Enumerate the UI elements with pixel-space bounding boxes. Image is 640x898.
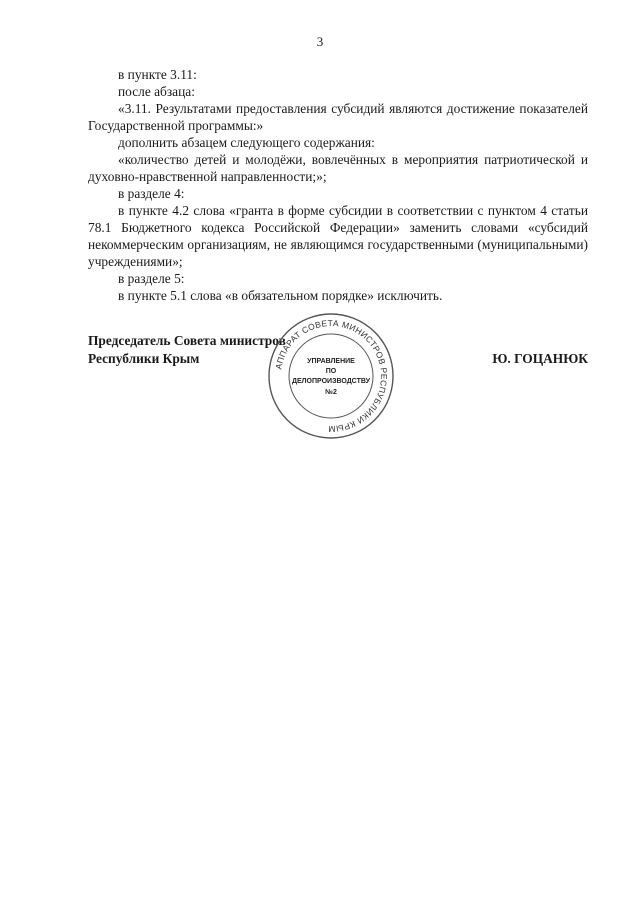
- signatory-title-line1: Председатель Совета министров: [88, 333, 286, 348]
- signatory-name: Ю. ГОЦАНЮК: [492, 351, 588, 366]
- stamp-center-line3: ДЕЛОПРОИЗВОДСТВУ: [291, 378, 371, 385]
- stamp-center-line1: УПРАВЛЕНИЕ: [307, 358, 355, 365]
- paragraph-3: «3.11. Результатами предоставления субсидий являются достижение показателей Государственной программы:»: [88, 101, 588, 133]
- paragraph-7: в пункте 4.2 слова «гранта в форме субсидии в соответствии с пунктом 4 статьи 78.1 Бюджетного кодекса Российской Федерации» заменить словами «субсидий некоммерческим организациям, не являющимся государственными (муниципальными) учреждениями»;: [88, 203, 588, 269]
- stamp-ring-text: [273, 318, 389, 434]
- paragraph-6: в разделе 4:: [118, 186, 185, 201]
- signatory-title: [88, 332, 286, 368]
- stamp-outer-ring: [269, 314, 393, 438]
- page-number: 3: [316, 34, 324, 49]
- official-stamp: [266, 311, 396, 441]
- signatory-title-line2: Республики Крым: [88, 351, 200, 366]
- stamp-center-line2: ПО: [325, 368, 337, 375]
- stamp-ring-textpath: АППАРАТ СОВЕТА МИНИСТРОВ РЕСПУБЛИКИ КРЫМ: [273, 317, 390, 435]
- document-body: [88, 66, 588, 304]
- paragraph-1: в пункте 3.11:: [118, 67, 197, 82]
- paragraph-5: «количество детей и молодёжи, вовлечённых в мероприятия патриотической и духовно-нравственной направленности;»;: [88, 152, 588, 184]
- paragraph-9: в пункте 5.1 слова «в обязательном порядке» исключить.: [118, 288, 443, 303]
- paragraph-4: дополнить абзацем следующего содержания:: [118, 135, 375, 150]
- paragraph-8: в разделе 5:: [118, 271, 185, 286]
- stamp-center-line4: №2: [325, 389, 337, 396]
- paragraph-2: после абзаца:: [118, 84, 195, 99]
- stamp-inner-ring: [289, 334, 373, 418]
